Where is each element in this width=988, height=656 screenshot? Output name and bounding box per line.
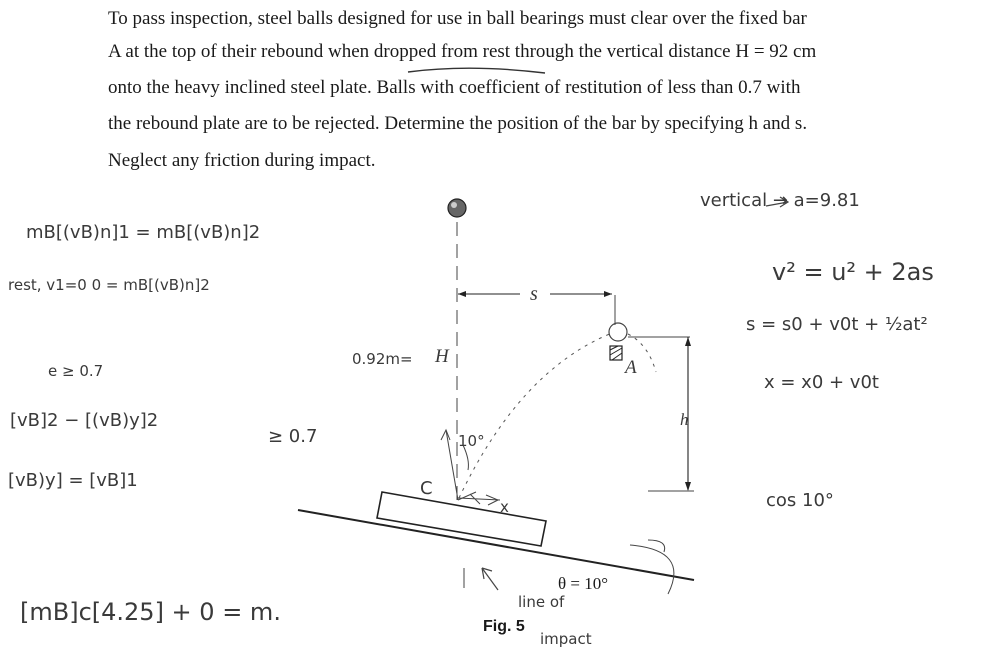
figure-caption: Fig. 5: [483, 618, 525, 635]
impact-normal: [446, 430, 458, 500]
note-restitution-expression: [vB]2 − [(vB)y]2: [10, 410, 159, 431]
problem-line-5: Neglect any friction during impact.: [108, 150, 376, 171]
note-bottom-equation: [mB]c[4.25] + 0 = m.: [20, 598, 281, 626]
label-point-c: C: [420, 478, 433, 499]
ball-at-top: [609, 323, 627, 341]
note-kinematic-2: s = s0 + v0t + ½at²: [746, 314, 928, 335]
label-h-drop: H: [435, 346, 449, 367]
problem-line-4: the rebound plate are to be rejected. Determine the position of the bar by specifying h and s.: [108, 113, 808, 134]
ball-highlight: [451, 202, 457, 208]
note-impact: impact: [540, 630, 592, 648]
note-rest-condition: rest, v1=0 0 = mB[(vB)n]2: [8, 276, 210, 294]
label-h-value-note: 0.92m=: [352, 350, 413, 368]
note-line-of: line of: [518, 593, 565, 611]
steel-ball: [448, 199, 466, 217]
problem-line-2: A at the top of their rebound when dropped from rest through the vertical distance H = 92 cm: [108, 41, 817, 62]
fixed-bar-a: [610, 346, 622, 360]
note-momentum-equation: mB[(vB)n]1 = mB[(vB)n]2: [26, 222, 261, 243]
problem-line-3: onto the heavy inclined steel plate. Balls with coefficient of restitution of less than 0.7 with: [108, 77, 801, 98]
label-h-rebound: h: [680, 410, 689, 429]
note-kinematic-3: x = x0 + v0t: [764, 372, 879, 393]
label-s: s: [530, 283, 538, 305]
label-x-axis: x: [500, 498, 509, 516]
note-restitution-min: e ≥ 0.7: [48, 362, 104, 380]
problem-line-1: To pass inspection, steel balls designed for use in ball bearings must clear over the fixed bar: [108, 8, 807, 29]
label-theta: θ = 10°: [558, 574, 609, 593]
note-kinematic-1: v² = u² + 2as: [772, 258, 934, 286]
note-cosine: cos 10°: [766, 490, 834, 511]
note-velocity-relation: [vB)y] = [vB]1: [8, 470, 138, 491]
rebound-trajectory: [459, 333, 612, 498]
label-angle-small: 10°: [458, 432, 485, 450]
note-restitution-bound: ≥ 0.7: [268, 426, 318, 447]
label-bar-a: A: [625, 357, 637, 378]
underline-mark: [408, 68, 545, 73]
note-vertical-acceleration: vertical → a=9.81: [700, 190, 860, 211]
